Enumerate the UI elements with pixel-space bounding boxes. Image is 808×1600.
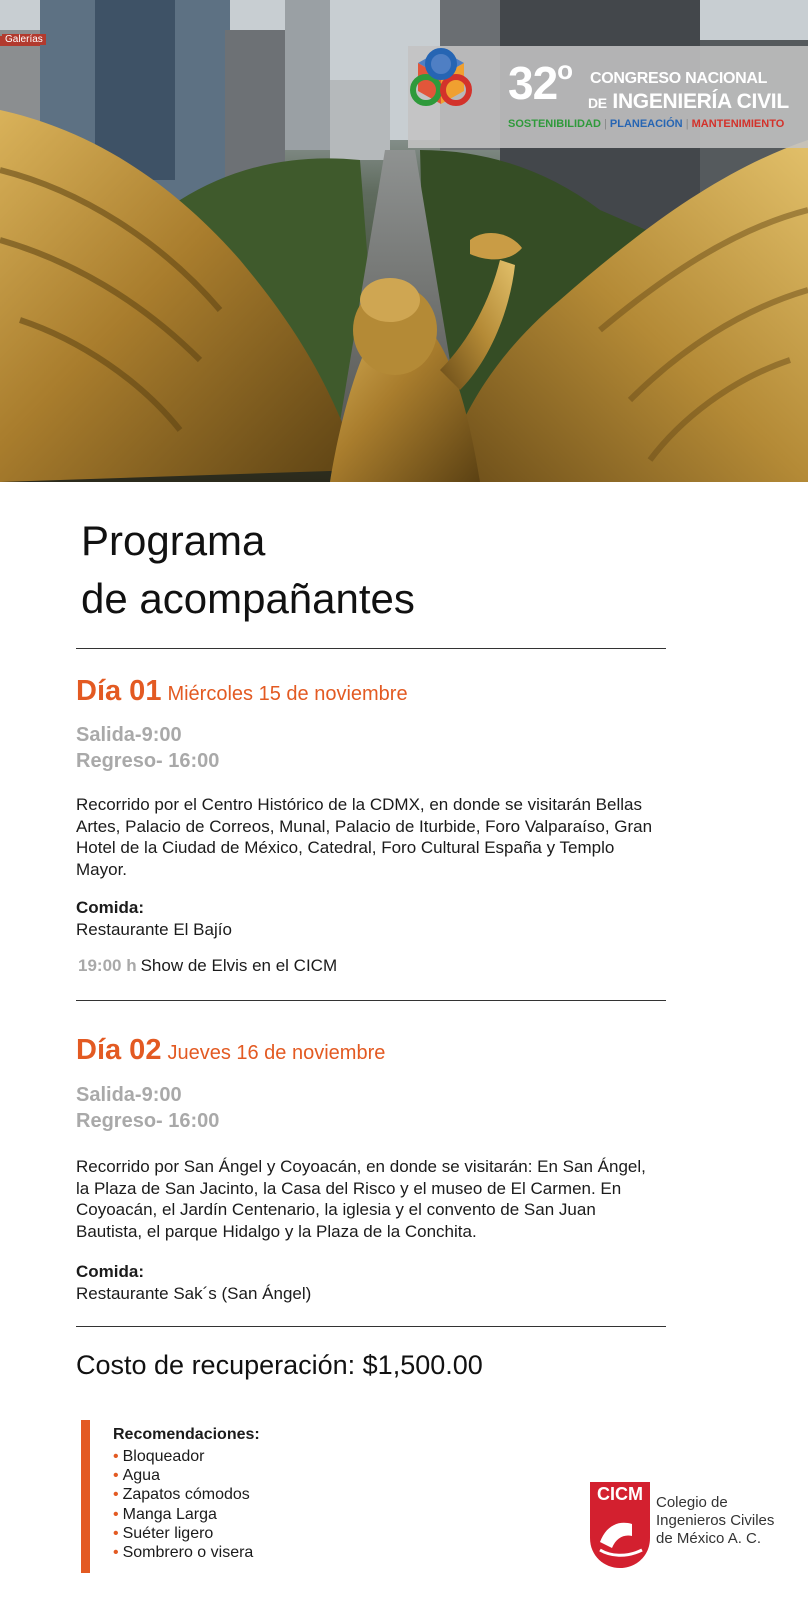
day-2-departure: Salida-9:00	[76, 1084, 182, 1106]
page-title: Programa de acompañantes	[81, 517, 415, 622]
day-1-evening-show: 19:00 h Show de Elvis en el CICM	[78, 956, 338, 975]
day-1-return: Regreso- 16:00	[76, 750, 220, 772]
day-1-departure: Salida-9:00	[76, 724, 182, 746]
congress-name-line2: DE INGENIERÍA CIVIL	[588, 90, 789, 113]
day-1-meal: Restaurante El Bajío	[76, 920, 232, 939]
cube-logo-icon	[408, 46, 474, 112]
cicm-name: Colegio de Ingenieros Civiles de México A. C.	[656, 1494, 775, 1547]
day-1-meal-label: Comida:	[76, 898, 144, 917]
congress-tagline: SOSTENIBILIDAD | PLANEACIÓN | MANTENIMIENTO	[508, 118, 785, 130]
list-item: • Suéter ligero	[113, 1524, 214, 1542]
recovery-cost: Costo de recuperación: $1,500.00	[76, 1350, 483, 1380]
cicm-emblem-icon	[588, 1480, 652, 1570]
day-2-schedule	[76, 1082, 219, 1134]
list-item: • Bloqueador	[113, 1448, 205, 1465]
day-2-description: Recorrido por San Ángel y Coyoacán, en donde se visitarán: En San Ángel, la Plaza de San Jacinto, la Casa del Risco y el museo de El Carmen. En Coyoacán, el Jardín Centenario, la iglesia y el convento de San Juan Bautista, el parque Hidalgo y la Plaza de la Conchita.	[76, 1157, 646, 1241]
building-sign: Galerías	[2, 34, 46, 45]
day-1-schedule	[76, 722, 219, 774]
list-item: • Agua	[113, 1467, 160, 1485]
tag-maintenance: MANTENIMIENTO	[691, 118, 785, 130]
divider	[76, 648, 666, 649]
divider	[76, 1000, 666, 1001]
day-2-meal-label: Comida:	[76, 1262, 144, 1281]
list-item: • Zapatos cómodos	[113, 1486, 250, 1504]
congress-number: 32$^o$	[508, 54, 573, 109]
congress-logo-banner	[408, 46, 808, 148]
cicm-logo	[588, 1480, 788, 1572]
day-2-return: Regreso- 16:00	[76, 1110, 220, 1132]
recommendations-accent-bar	[81, 1420, 90, 1573]
recommendations-title: Recomendaciones:	[113, 1426, 260, 1443]
recommendations-list	[113, 1447, 253, 1562]
day-1-description: Recorrido por el Centro Histórico de la CDMX, en donde se visitarán Bellas Artes, Palacio de Correos, Munal, Palacio de Iturbide, Foro Valparaíso, Gran Hotel de la Ciudad de México, Catedral, Foro Cultural España y Templo Mayor.	[76, 795, 653, 879]
svg-text:CICM: CICM	[597, 1484, 643, 1504]
list-item: • Manga Larga	[113, 1505, 217, 1523]
day-2-meal: Restaurante Sak´s (San Ángel)	[76, 1284, 312, 1303]
congress-name-line1: CONGRESO NACIONAL	[590, 70, 768, 87]
day-1-heading: Día 01 Miércoles 15 de noviembre	[76, 675, 408, 707]
tag-planning: PLANEACIÓN	[609, 118, 683, 130]
list-item: • Sombrero o visera	[113, 1544, 254, 1562]
hero-photo	[0, 0, 808, 482]
tag-sustainability: SOSTENIBILIDAD	[508, 118, 601, 130]
day-2-heading: Día 02 Jueves 16 de noviembre	[76, 1034, 386, 1066]
divider	[76, 1326, 666, 1327]
